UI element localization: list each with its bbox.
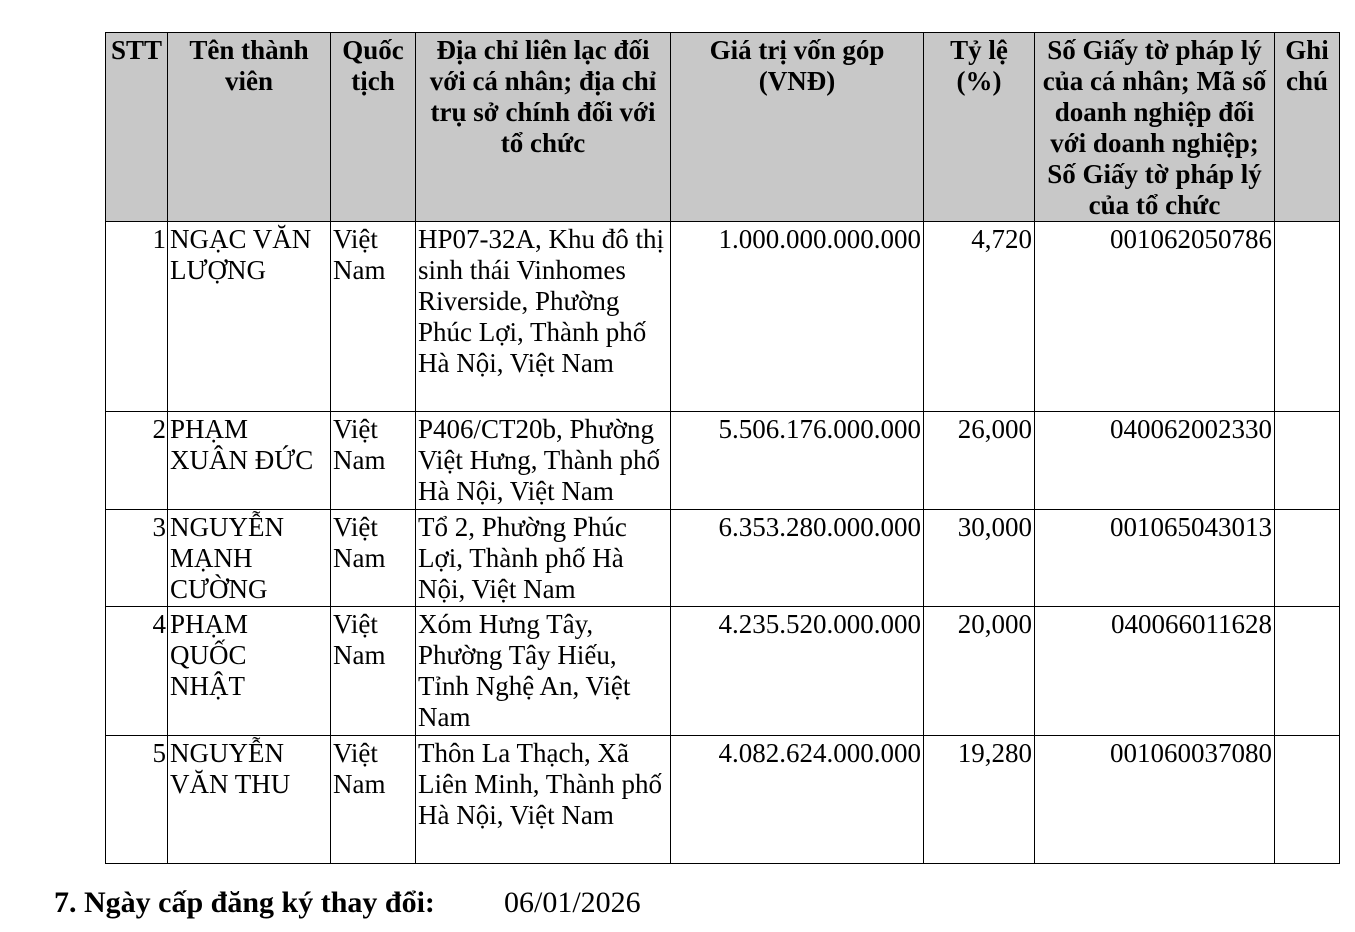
header-stt: STT — [106, 33, 168, 222]
cell-ratio: 19,280 — [924, 736, 1035, 864]
cell-stt: 4 — [106, 607, 168, 736]
header-capital: Giá trị vốn góp (VNĐ) — [671, 33, 924, 222]
header-ratio: Tỷ lệ (%) — [924, 33, 1035, 222]
cell-stt: 5 — [106, 736, 168, 864]
table-row — [106, 412, 1340, 510]
cell-ratio: 4,720 — [924, 222, 1035, 412]
cell-stt: 2 — [106, 412, 168, 510]
cell-note — [1275, 510, 1340, 607]
table-row — [106, 736, 1340, 864]
cell-capital: 5.506.176.000.000 — [671, 412, 924, 510]
header-note: Ghi chú — [1275, 33, 1340, 222]
cell-legal-id: 001060037080 — [1035, 736, 1275, 864]
cell-address: Xóm Hưng Tây, Phường Tây Hiếu, Tỉnh Nghệ An, Việt Nam — [416, 607, 671, 736]
cell-legal-id: 001062050786 — [1035, 222, 1275, 412]
cell-member-name: NGẠC VĂN LƯỢNG — [168, 222, 331, 412]
header-member-name: Tên thành viên — [168, 33, 331, 222]
cell-legal-id: 001065043013 — [1035, 510, 1275, 607]
cell-stt: 1 — [106, 222, 168, 412]
cell-member-name: NGUYỄN VĂN THU — [168, 736, 331, 864]
table-row — [106, 510, 1340, 607]
cell-member-name: NGUYỄN MẠNH CƯỜNG — [168, 510, 331, 607]
cell-note — [1275, 607, 1340, 736]
cell-member-name: PHẠM QUỐC NHẬT — [168, 607, 331, 736]
cell-capital: 4.082.624.000.000 — [671, 736, 924, 864]
cell-nationality: Việt Nam — [331, 607, 416, 736]
members-table — [105, 32, 1340, 864]
cell-address: Tổ 2, Phường Phúc Lợi, Thành phố Hà Nội, Việt Nam — [416, 510, 671, 607]
cell-nationality: Việt Nam — [331, 510, 416, 607]
header-address: Địa chỉ liên lạc đối với cá nhân; địa chỉ trụ sở chính đối với tổ chức — [416, 33, 671, 222]
cell-note — [1275, 222, 1340, 412]
cell-note — [1275, 412, 1340, 510]
cell-ratio: 26,000 — [924, 412, 1035, 510]
cell-stt: 3 — [106, 510, 168, 607]
cell-nationality: Việt Nam — [331, 736, 416, 864]
cell-ratio: 20,000 — [924, 607, 1035, 736]
cell-capital: 6.353.280.000.000 — [671, 510, 924, 607]
header-legal-id: Số Giấy tờ pháp lý của cá nhân; Mã số doanh nghiệp đối với doanh nghiệp; Số Giấy tờ pháp lý của tổ chức — [1035, 33, 1275, 222]
cell-member-name: PHẠM XUÂN ĐỨC — [168, 412, 331, 510]
cell-capital: 4.235.520.000.000 — [671, 607, 924, 736]
header-row — [106, 33, 1340, 222]
change-date-label: 7. Ngày cấp đăng ký thay đổi: — [54, 886, 435, 919]
table-row — [106, 607, 1340, 736]
cell-capital: 1.000.000.000.000 — [671, 222, 924, 412]
cell-legal-id: 040062002330 — [1035, 412, 1275, 510]
cell-note — [1275, 736, 1340, 864]
header-nationality: Quốc tịch — [331, 33, 416, 222]
table-row — [106, 222, 1340, 412]
change-registration-date — [54, 884, 641, 922]
cell-nationality: Việt Nam — [331, 412, 416, 510]
cell-address: P406/CT20b, Phường Việt Hưng, Thành phố Hà Nội, Việt Nam — [416, 412, 671, 510]
cell-legal-id: 040066011628 — [1035, 607, 1275, 736]
cell-address: HP07-32A, Khu đô thị sinh thái Vinhomes Riverside, Phường Phúc Lợi, Thành phố Hà Nội, Việt Nam — [416, 222, 671, 412]
cell-address: Thôn La Thạch, Xã Liên Minh, Thành phố Hà Nội, Việt Nam — [416, 736, 671, 864]
cell-nationality: Việt Nam — [331, 222, 416, 412]
cell-ratio: 30,000 — [924, 510, 1035, 607]
change-date-value: 06/01/2026 — [504, 886, 641, 919]
